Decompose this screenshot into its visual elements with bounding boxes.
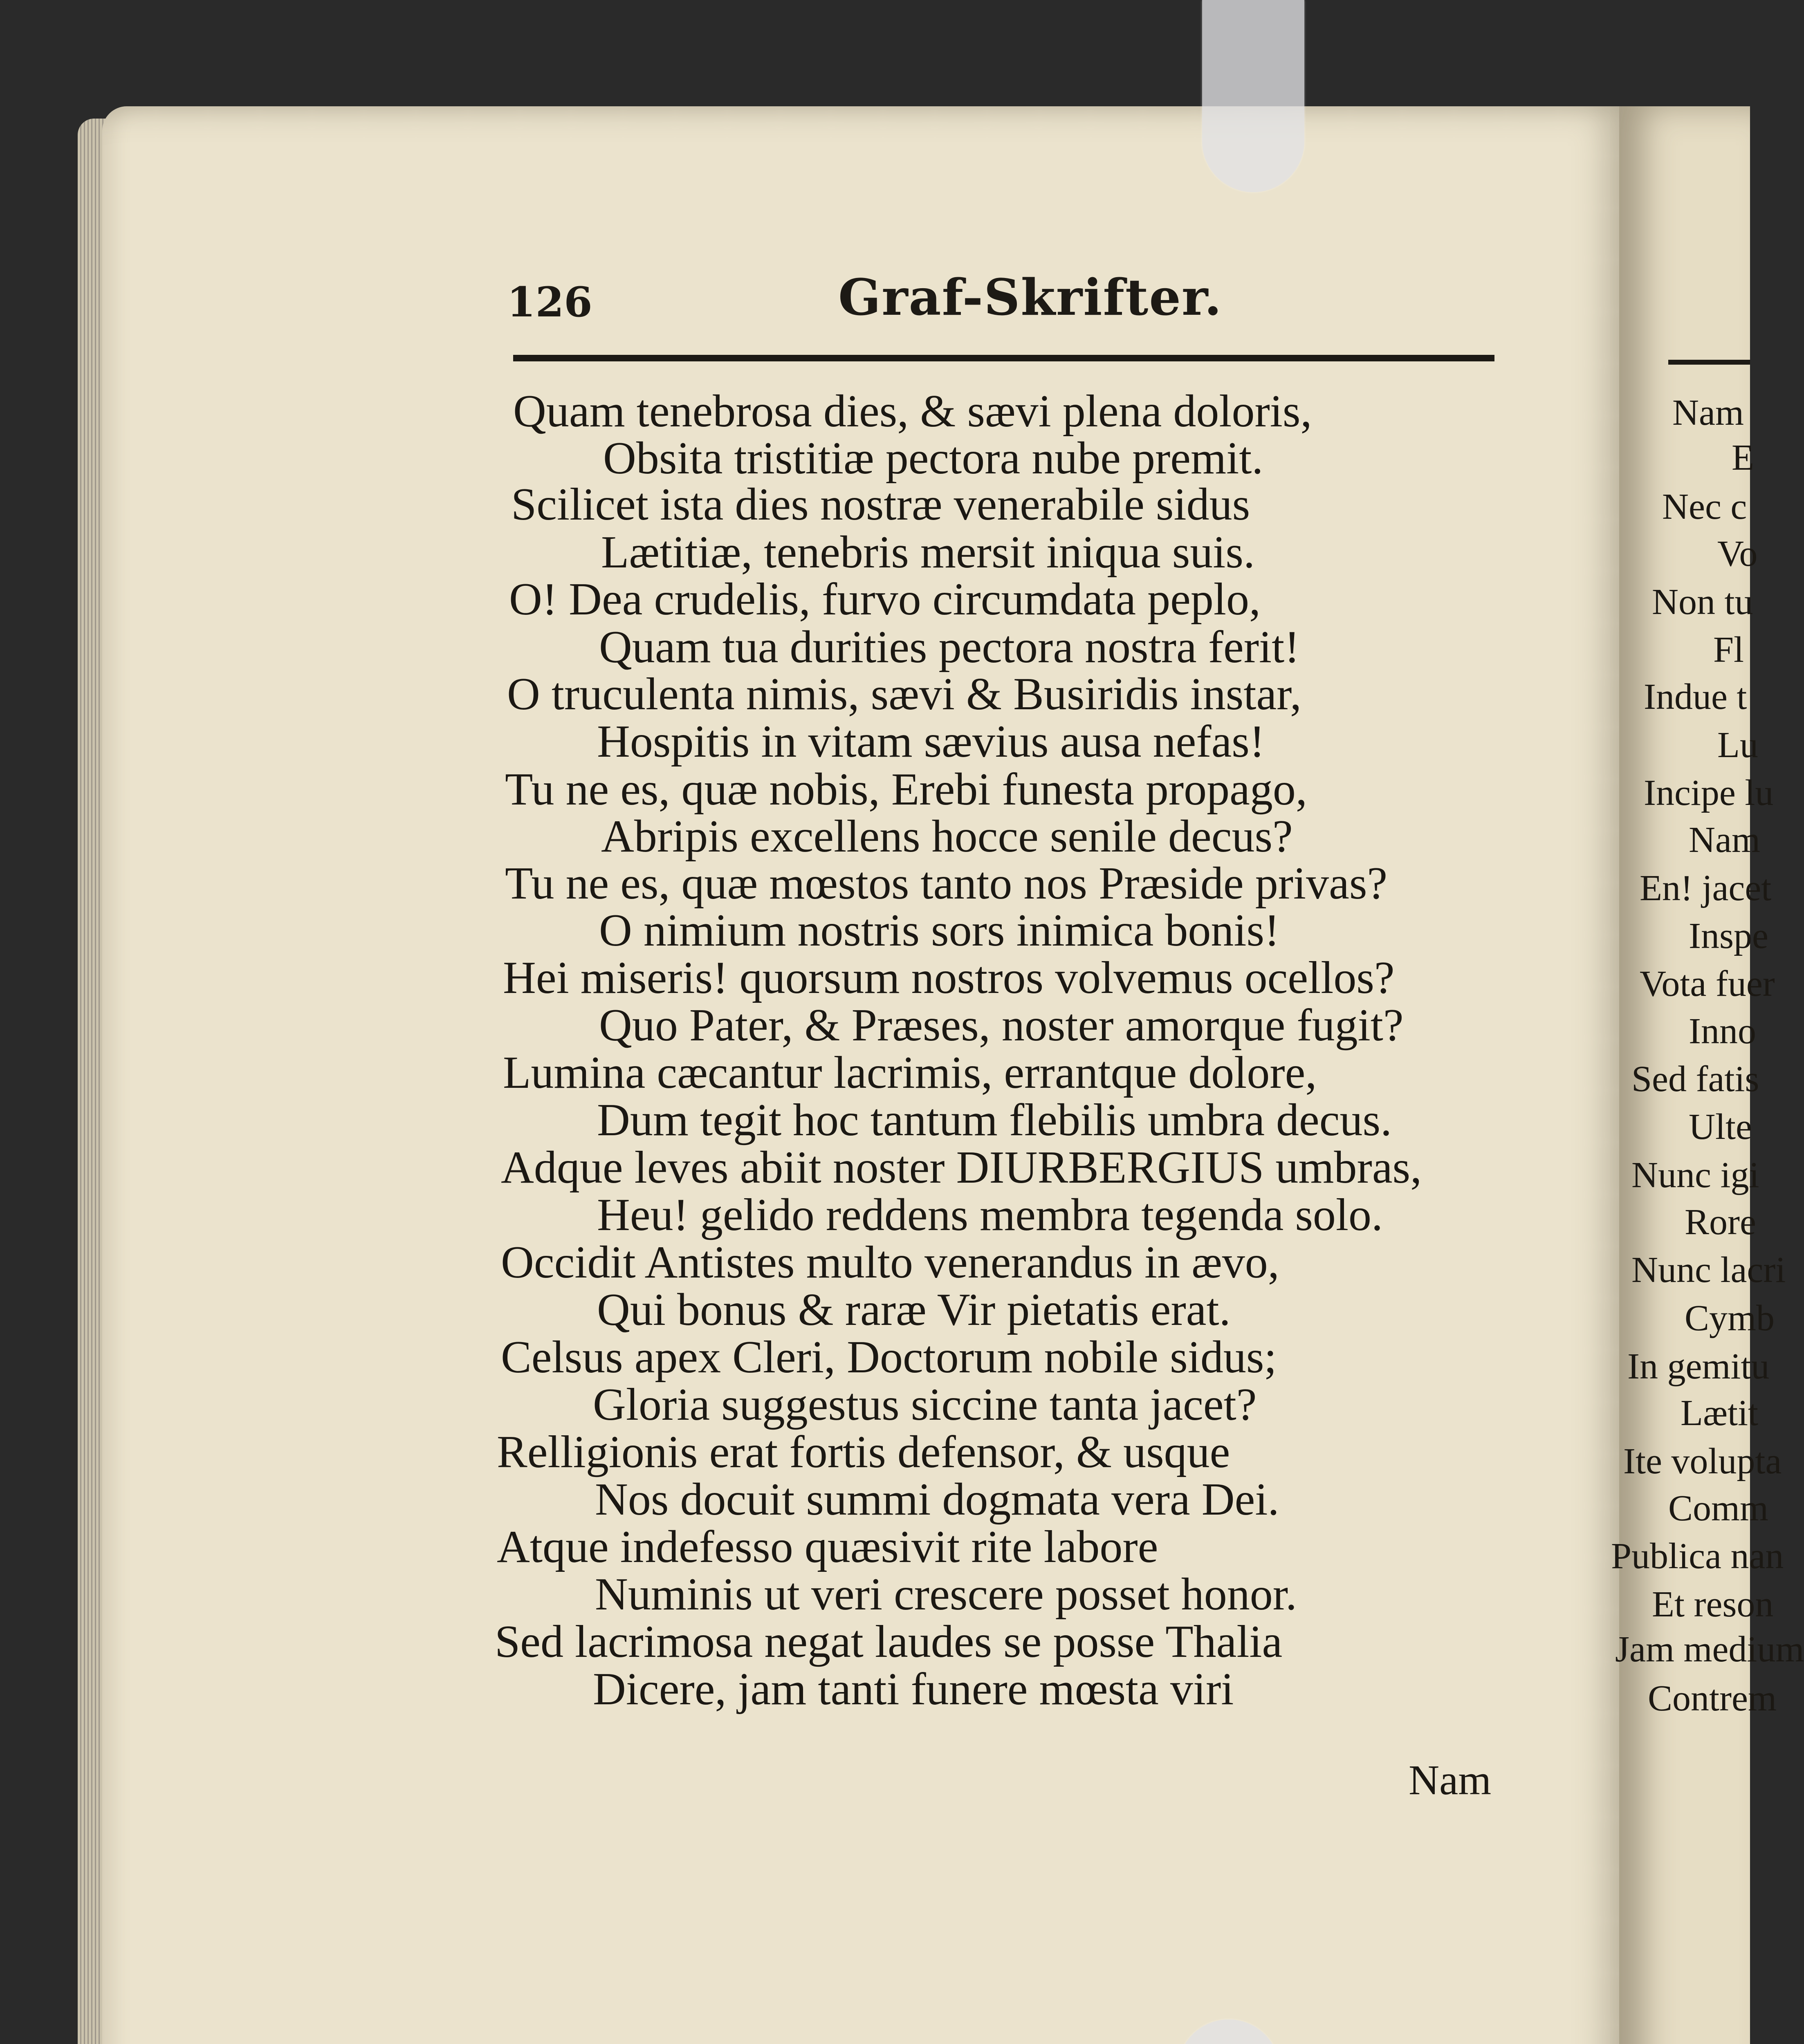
facing-fragment: Contrem (1648, 1678, 1777, 1719)
verse-line: Occidit Antistes multo venerandus in ævo, (501, 1237, 1279, 1288)
verse-line: O nimium nostris sors inimica bonis! (599, 905, 1280, 956)
verse-line: Lumina cæcantur lacrimis, errantque dolore, (503, 1047, 1317, 1098)
header-rule (513, 355, 1494, 361)
facing-fragment: Indue t (1644, 677, 1747, 717)
verse-line: Atque indefesso quæsivit rite labore (497, 1522, 1158, 1572)
facing-fragment: Fl (1713, 630, 1744, 670)
facing-fragment: En! jacet (1640, 868, 1772, 908)
facing-fragment: Et reson (1652, 1584, 1774, 1625)
verse-line: Hei miseris! quorsum nostros volvemus ocellos? (503, 953, 1395, 1003)
facing-fragment: Ite volupta (1623, 1441, 1782, 1481)
facing-fragment: Nam (1672, 392, 1744, 433)
verse-line: Obsita tristitiæ pectora nube premit. (603, 433, 1263, 484)
holding-strip-top (1202, 0, 1304, 192)
facing-fragment: In gemitu (1627, 1346, 1770, 1387)
verse-line: Dum tegit hoc tantum flebilis umbra decus. (597, 1095, 1392, 1145)
facing-fragment: Sed fatis (1631, 1059, 1759, 1099)
verse-line: Relligionis erat fortis defensor, & usque (497, 1427, 1230, 1477)
verse-line: Quam tenebrosa dies, & sævi plena doloris, (513, 386, 1312, 437)
verse-line: Quo Pater, & Præses, noster amorque fugit? (599, 1000, 1404, 1051)
verse-line: Quam tua durities pectora nostra ferit! (599, 622, 1300, 672)
verse-line: Gloria suggestus siccine tanta jacet? (593, 1379, 1257, 1430)
verse-line: O truculenta nimis, sævi & Busiridis instar, (507, 669, 1301, 719)
verse-line: Hospitis in vitam sævius ausa nefas! (597, 716, 1265, 767)
verse-line: Adque leves abiit noster DIURBERGIUS umbras, (501, 1142, 1422, 1193)
facing-fragment: Jam medium (1615, 1629, 1804, 1670)
verse-line: Abripis excellens hocce senile decus? (601, 811, 1293, 862)
facing-fragment: E (1732, 437, 1754, 478)
verse-line: Dicere, jam tanti funere mœsta viri (593, 1664, 1234, 1715)
catchword: Nam (1409, 1757, 1492, 1804)
facing-fragment: Lætit (1681, 1393, 1759, 1433)
facing-fragment: Rore (1685, 1202, 1756, 1242)
facing-fragment: Incipe lu (1644, 773, 1774, 813)
facing-fragment: Nunc igi (1631, 1155, 1759, 1195)
facing-fragment: Nec c (1662, 486, 1747, 527)
facing-fragment: Inspe (1689, 916, 1768, 956)
facing-fragment: Vo (1717, 533, 1758, 574)
page-number: 126 (507, 278, 592, 326)
verse-line: Sed lacrimosa negat laudes se posse Thalia (495, 1616, 1283, 1667)
facing-fragment: Cymb (1685, 1298, 1775, 1338)
facing-fragment: Non tu (1652, 582, 1753, 622)
facing-fragment: Nunc lacri (1631, 1250, 1786, 1290)
verse-line: Nos docuit summi dogmata vera Dei. (595, 1474, 1279, 1525)
facing-fragment: Lu (1717, 725, 1758, 765)
facing-fragment: Comm (1668, 1488, 1769, 1529)
facing-fragment: Nam (1689, 820, 1760, 860)
verse-line: Tu ne es, quæ nobis, Erebi funesta propago, (505, 764, 1307, 815)
verse-line: Qui bonus & raræ Vir pietatis erat. (597, 1284, 1231, 1335)
verse-line: Lætitiæ, tenebris mersit iniqua suis. (601, 527, 1255, 578)
facing-fragment: Inno (1689, 1011, 1756, 1051)
verse-line: O! Dea crudelis, furvo circumdata peplo, (509, 574, 1261, 625)
running-head: Graf-Skrifter. (838, 268, 1223, 327)
verse-line: Scilicet ista dies nostræ venerabile sidus (511, 479, 1250, 530)
verse-line: Celsus apex Cleri, Doctorum nobile sidus; (501, 1332, 1277, 1383)
verse-line: Heu! gelido reddens membra tegenda solo. (597, 1190, 1383, 1240)
facing-fragment: Vota fuer (1640, 964, 1775, 1004)
facing-fragment: Ulte (1689, 1107, 1752, 1147)
verse-line: Numinis ut veri crescere posset honor. (595, 1569, 1297, 1620)
facing-page-rule (1668, 360, 1750, 365)
verse-line: Tu ne es, quæ mœstos tanto nos Præside privas? (505, 858, 1388, 909)
facing-fragment: Publica nan (1611, 1536, 1784, 1576)
